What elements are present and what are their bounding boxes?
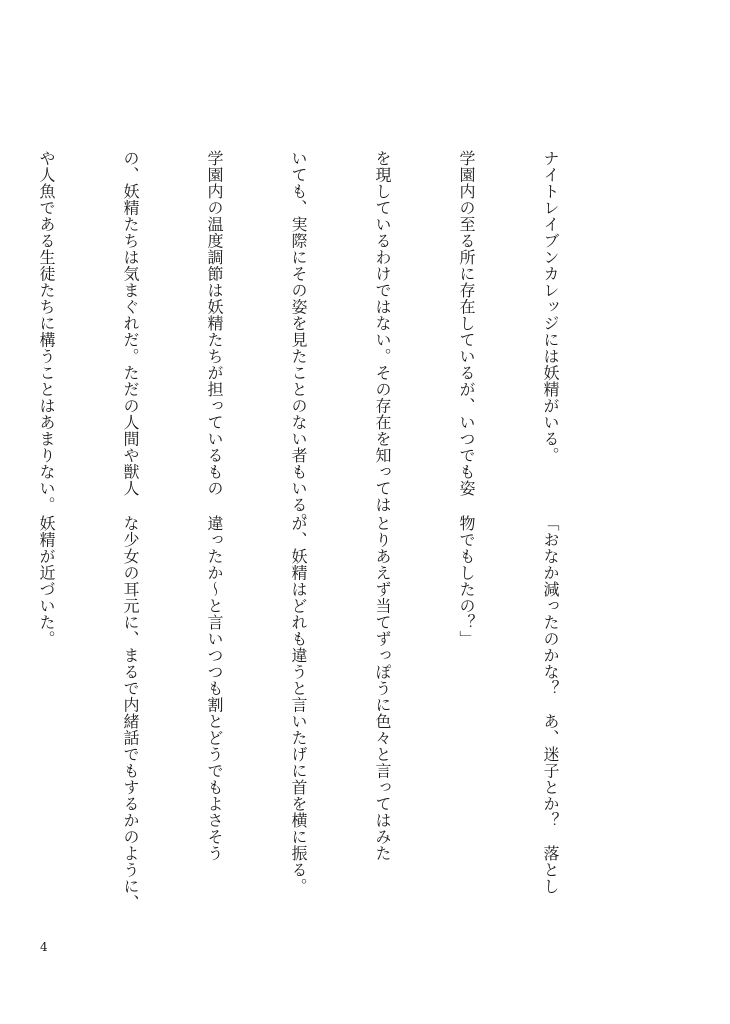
text-line: いても、実際にその姿を見たことのない者もいる。 xyxy=(289,150,308,530)
text-line: の、妖精たちは気まぐれだ。ただの人間や獣人 xyxy=(121,150,140,497)
text-line: とりあえず当てずっぽうに色々と言ってはみた xyxy=(373,515,392,862)
bottom-text-block xyxy=(0,515,620,935)
text-line: 学園内の温度調節は妖精たちが担っているもの xyxy=(205,150,224,497)
text-line: 物でもしたの？」 xyxy=(457,515,476,647)
text-line: や人魚である生徒たちに構うことはあまりない。 xyxy=(37,150,56,513)
text-line: 妖精が近づいた。 xyxy=(37,515,56,647)
text-line: 学園内の至る所に存在しているが、いつでも姿 xyxy=(457,150,476,497)
text-line: な少女の耳元に、まるで内緒話でもするかのように、 xyxy=(121,515,140,911)
page-number: 4 xyxy=(40,940,48,954)
text-line: 違ったか〜と言いつつも割とどうでもよさそう xyxy=(205,515,224,862)
text-line: 「おなか減ったのかな？ あ、迷子とか？ 落とし xyxy=(541,515,560,895)
text-line: を現しているわけではない。その存在を知っては xyxy=(373,150,392,513)
text-line: ナイトレイブンカレッジには妖精がいる。 xyxy=(541,150,560,464)
text-line: が、妖精はどれも違うと言いたげに首を横に振る。 xyxy=(289,515,308,895)
top-text-block xyxy=(0,150,620,530)
